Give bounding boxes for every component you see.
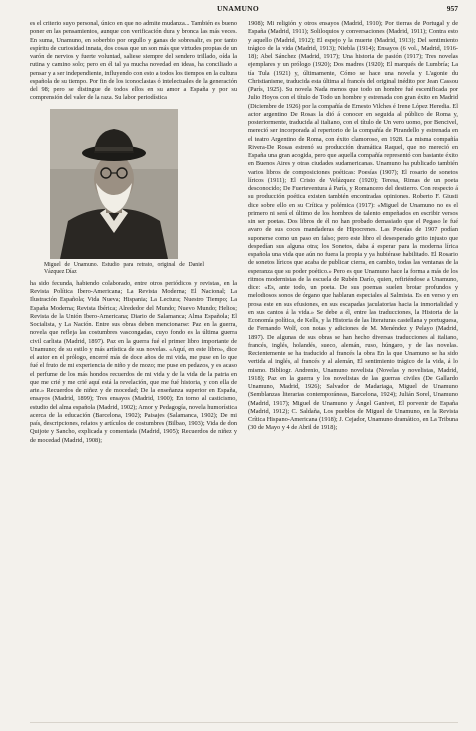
running-head bbox=[0, 4, 476, 16]
left-column-top-text: es el criterio suyo personal, único en que no admite mudanza... También es bueno poner en las pensamientos, aunque con verificación dura y bronca las más veces. En suma, Unamuno, en soberbio por orgullo y ganas de sobresalir, es por tanto espíritu de curiosidad innata, dos cosas que un son más que virtudes propias de un varón de nervios y fuerte voluntad, saliese siempre del sendero trillado, oída la rutina y camino solo; pero en él tal ya mucha novedad en ideas, ha conciliado a pensar y a ser independiente, influyendo con esto a todos los tiempos en la cultura española de su tiempo. Por fin de los iconoclastas ó intelectuales de la generación del 98; pero se distingue de todos ellos en su amor a España y por su comprensión del valer de la raza. Su labor periodística bbox=[30, 20, 237, 102]
right-column bbox=[248, 20, 458, 433]
portrait-photo bbox=[50, 109, 178, 259]
right-column-text: 1908); Mi religión y otros ensayos (Madrid, 1910); Por tierras de Portugal y de España (Madrid, 1911); Soliloquios y conversaciones (Madrid, 1911); Contra esto y aquello (Madrid, 1912); El espejo y la muerte (Madrid, 1913); Del sentimiento trágico de la vida (Madrid, 1913); Niebla (1914); Ensayos (6 vol., Madrid, 1916-18); Abel Sánchez (Madrid, 1917); Una historia de pasión (1917); Tres novelas ejemplares y un prólogo (1920); Dos madres (1920); El marqués de Lumbría; La tía Tula (1921) y, últimamente, Cómo se hace una novela y L'agonie du Christianisme, traducida esta última al francés del original inédito por Jean Cassou (París, 1925). Su novela Nada menos que todo un hombre fué escenificada por Julio Hoyos con el título de Todo un hombre y estrenada con gran éxito en Madrid (Diciembre de 1926) por la compañía de Ernesto Vilches é Irene López Heredia. El actor argentino De Rosas la dió á conocer en seguida al público de Roma y, posteriormente, traducida al italiano, con el título de Un vero uomo, por Bencivel, mereció ser incorporada al repertorio de la compañía de Pirandello y estrenada en el teatro Argentino de Roma, con éxito clamoroso, en 1928. La misma compañía Rivera-De Rosas estrenó su producción dramática Raquel, que no mereció en España una gran acogida, pero que aquella compañía representó con bastante éxito en Buenos Aires y otras ciudades sudamericanas. Unamuno ha publicado también varios libros de composiciones poéticas: Poesías (1907); El rosario de sonetos líricos (1911); El Cristo de Velázquez (1920); Teresa, Rimas de un poeta desconocido; De Fuerteventura á París, y Romancero del destierro. Con respecto á su producción poética existen también encontradas opiniones. Roberto F. Giusti dice sobre ello en su Crítica y polémica (1917): «Miguel de Unamuno no es el primero ni será el último de los hombres de talento empeñados en escribir versos sin ser poetas. Dos libros de él no han probado demasiado que el Pegaso le fué avaro de sus coces mandaderas de Hipocrenes. Las Poesías de 1907 podían suponerse como un paso en falso; pero este libro el desesperado grito injusto que despedían sus alguna otra; los Sonetos, daba á esperar para la moderna lírica española una vida que aún no fuera la propia y ya hubiérase habilitado. El Rosario de sonetos líricos que acaba de publicar cierra, en cambio, todas las ventanas de la esperanza que su poder poético.» Pero es que Unamuno hace la forma a más de los ritmos modernistas de la escuela de Rubén Darío, quien, refiriéndose a Unamuno, dice: «Es, ante todo, un poeta. De sus poemas suelen brotar profundos y melodiosos sonos de órgano que hablaran especiales al Salmista. Es en verso y en prosa este en sus efusiones, en sus escapadas jaculatorias hacia la inmortalidad y en sus cantos á la vida.» Se debe a él, entre las traducciones, la Historia de la Economía política, de Kells, y la Historia de las literaturas castellana y portuguesa, de Fernando Wolf, con notas y adiciones de M. Menéndez y Pelayo (Madrid, 1897). De algunas de sus obras se han hecho diversas traducciones al italiano, francés, inglés, holandés, sueco, alemán, ruso, húngaro, y de las novelas. Recientemente se ha traducido al francés la obra En la que Unamuno se ha sido vertida al inglés, al francés y al alemán, El sentimiento trágico de la vida, á lo mismo. Bibliogr. Andrenio, Unamuno novelista (Novelas y novelistas, Madrid, 1918); Paz en la guerra y los novelistas de las guerras civiles (De Gallardo Unamuno, Madrid, 1926); Salvador de Madariaga, Miguel de Unamuno (Semblanzas literarias contemporáneas, Barcelona, 1924); Julián Sorel, Unamuno (Madrid, 1917); Miguel de Unamuno y Ángel Ganivet, El porvenir de España (Madrid, 1912); C. Saldaña, Los pueblos de Miguel de Unamuno, en la Revista Crítica Hispano-Americana (1918); J. Cejador, Unamuno dramático, en La Tribuna (30 de Mayo y 4 de Abril de 1918); bbox=[248, 20, 458, 432]
page-bottom-divider bbox=[30, 722, 458, 723]
left-column bbox=[30, 20, 237, 445]
page-number: 957 bbox=[446, 4, 458, 13]
portrait-caption: Miguel de Unamuno. Estudio para retrato, original de Daniel Vázquez Díaz bbox=[44, 261, 204, 275]
left-column-bottom-text: ha sido fecunda, habiendo colaborado, entre otros periódicos y revistas, en la Revista Política Ibero-Americana; La Revista Moderna; El Nacional; La Ilustración Española; Vida Nueva; Hispania; La Lectura; Nuestro Tiempo; La España Moderna; Revista Ibérica; Alrededor del Mundo; Nuevo Mundo; Helios; Revista de la Unión Ibero-Americana; Diario de Salamanca; Alma Española; El Socialista, y La Nación. Entre sus obras deben mencionarse: Paz en la guerra, novela que refleja las costumbres vascongadas, cuyo fondo es la última guerra civil carlista (Madrid, 1897). Paz en la guerra fué el primer libro importante de Unamuno; de su estilo y más artística de sus novelas. «Aquí, en este libro», dice el autor en el prólogo, encerré más de doce años de mi vida, me puse en lo que fué el fruto de mi experiencia de niño y de mozo; me puse en pedazos, y es acaso el perfume de los más hondos recuerdos de mi vida y de la vida de la patria en que me crié y me crié aquí está la revelación, que me fué historia, y con ella de arte.» Recuerdos de niñez y de mocedad; De la enseñanza superior en España, ensayos (Madrid, 1899); Tres ensayos (Madrid, 1900); En torno al casticismo, estudio del alma española (Madrid, 1902); Amor y Pedagogía, novela humorística acerca de la educación (Barcelona, 1902); Paisajes (Salamanca, 1902); De mi país, descripciones, relatos y artículos de costumbres (Bilbao, 1903); Vida de don Quijote y Sancho, explicada y comentada (Madrid, 1905); Recuerdos de niñez y de mocedad (Madrid, 1908); bbox=[30, 279, 237, 444]
portrait-figure bbox=[30, 109, 237, 276]
portrait-illustration bbox=[50, 109, 178, 259]
page-header-title: UNAMUNO bbox=[216, 4, 260, 13]
